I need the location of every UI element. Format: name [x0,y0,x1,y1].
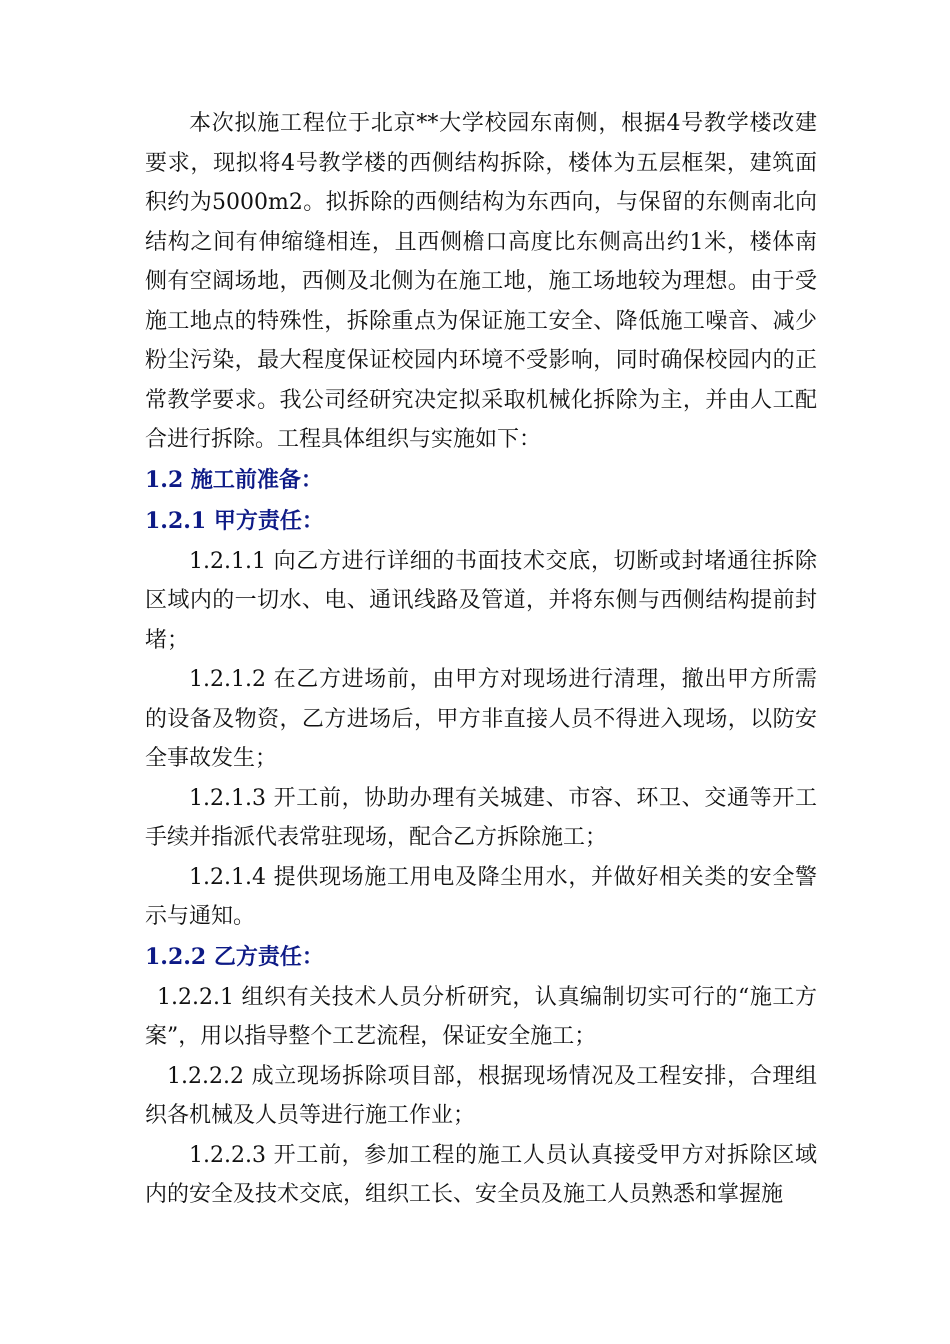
list-item-1-2-1-2: 1.2.1.2 在乙方进场前，由甲方对现场进行清理，撤出甲方所需的设备及物资，乙方进场后，甲方非直接人员不得进入现场，以防安全事故发生； [145,667,817,771]
section-heading-1-2: 1.2 施工前准备： [145,466,323,493]
intro-paragraph: 本次拟施工程位于北京**大学校园东南侧，根据4号教学楼改建要求，现拟将4号教学楼的西侧结构拆除，楼体为五层框架，建筑面积约为5000m2。拟拆除的西侧结构为东西向，与保留的东侧南北向结构之间有伸缩缝相连，且西侧檐口高度比东侧高出约1米，楼体南侧有空阔场地，西侧及北侧为在施工地，施工场地较为理想。由于受施工地点的特殊性，拆除重点为保证施工安全、降低施工噪音、减少粉尘污染，最大程度保证校园内环境不受影响，同时确保校园内的正常教学要求。我公司经研究决定拟采取机械化拆除为主，并由人工配合进行拆除。工程具体组织与实施如下： [145,111,817,452]
list-item-1-2-1-4: 1.2.1.4 提供现场施工用电及降尘用水，并做好相关类的安全警示与通知。 [145,864,817,929]
list-item-1-2-1-3: 1.2.1.3 开工前，协助办理有关城建、市容、环卫、交通等开工手续并指派代表常驻现场，配合乙方拆除施工； [145,785,817,850]
section-heading-1-2-1: 1.2.1 甲方责任： [145,507,324,534]
list-item-1-2-2-3: 1.2.2.3 开工前，参加工程的施工人员认真接受甲方对拆除区域内的安全及技术交底，组织工长、安全员及施工人员熟悉和掌握施 [145,1142,817,1207]
list-item-1-2-2-1: 1.2.2.1 组织有关技术人员分析研究，认真编制切实可行的“施工方案”，用以指导整个工艺流程，保证安全施工； [145,984,817,1049]
list-item-1-2-1-1: 1.2.1.1 向乙方进行详细的书面技术交底，切断或封堵通往拆除区域内的一切水、电、通讯线路及管道，并将东侧与西侧结构提前封堵； [145,548,817,653]
document-page [145,104,817,1215]
section-heading-1-2-2: 1.2.2 乙方责任： [145,943,324,970]
list-item-1-2-2-2: 1.2.2.2 成立现场拆除项目部，根据现场情况及工程安排，合理组织各机械及人员等进行施工作业； [145,1063,817,1128]
